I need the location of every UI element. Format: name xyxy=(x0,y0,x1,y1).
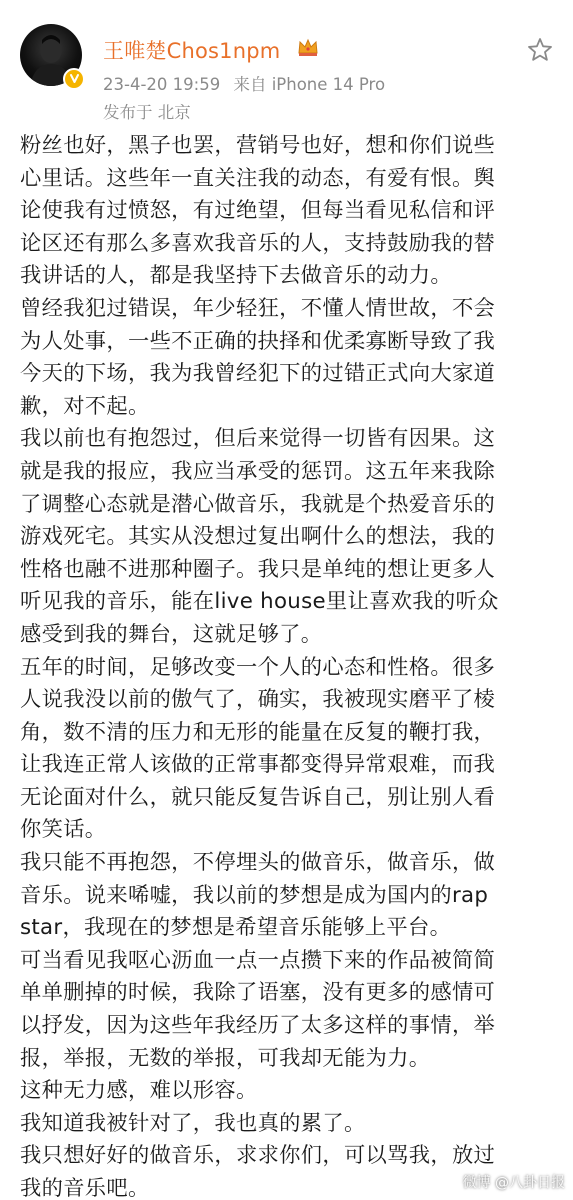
post-text-line: 我知道我被针对了，我也真的累了。 xyxy=(20,1110,366,1136)
crown-icon xyxy=(297,37,319,57)
post-text-line: 五年的时间，足够改变一个人的心态和性格。很多 xyxy=(20,654,496,680)
post-text-line: 人说我没以前的傲气了，确实，我被现实磨平了棱 xyxy=(20,687,496,713)
post-location: 发布于 北京 xyxy=(103,103,191,122)
post-text-line: 音乐。说来唏嘘，我以前的梦想是成为国内的rap xyxy=(20,882,489,908)
post-time: 23-4-20 19:59 xyxy=(103,75,221,94)
post-text-line: 论使我有过愤怒，有过绝望，但每当看见私信和评 xyxy=(20,198,496,224)
post-text-line: 你笑话。 xyxy=(20,817,107,843)
post-text-line: 单单删掉的时候，我除了语塞，没有更多的感情可 xyxy=(20,980,496,1006)
post-text-line: 就是我的报应，我应当承受的惩罚。这五年来我除 xyxy=(20,458,496,484)
post-text-line: 无论面对什么，就只能反复告诉自己，别让别人看 xyxy=(20,784,496,810)
post-text-line: 心里话。这些年一直关注我的动态，有爱有恨。舆 xyxy=(20,165,496,191)
post-text-line: 歉，对不起。 xyxy=(20,393,150,419)
post-text-line: 性格也融不进那种圈子。我只是单纯的想让更多人 xyxy=(20,556,496,582)
post-text-line: 论区还有那么多喜欢我音乐的人，支持鼓励我的替 xyxy=(20,230,496,256)
post-text-line: 今天的下场，我为我曾经犯下的过错正式向大家道 xyxy=(20,361,496,387)
post-meta xyxy=(103,71,385,95)
post-text-line: 了调整心态就是潜心做音乐，我就是个热爱音乐的 xyxy=(20,491,496,517)
star-outline-icon[interactable] xyxy=(526,36,554,64)
verified-badge-icon xyxy=(63,68,85,90)
post-text-line: 游戏死宅。其实从没想过复出啊什么的想法，我的 xyxy=(20,524,496,550)
post-text-line: 角，数不清的压力和无形的能量在反复的鞭打我， xyxy=(20,719,496,745)
post-text-line: 可当看见我呕心沥血一点一点攒下来的作品被简简 xyxy=(20,947,496,973)
post-header xyxy=(0,0,573,125)
post-text-line: 感受到我的舞台，这就足够了。 xyxy=(20,621,323,647)
post-text-line: 粉丝也好，黑子也罢，营销号也好，想和你们说些 xyxy=(20,133,496,158)
post-body xyxy=(20,130,560,1200)
post-text-line: 我以前也有抱怨过，但后来觉得一切皆有因果。这 xyxy=(20,426,496,452)
post-text-line: 这种无力感，难以形容。 xyxy=(20,1078,258,1104)
post-text-line: 我讲话的人，都是我坚持下去做音乐的动力。 xyxy=(20,263,452,289)
post-text-line: 我只能不再抱怨，不停埋头的做音乐，做音乐，做 xyxy=(20,850,496,876)
post-source: 来自 iPhone 14 Pro xyxy=(233,75,386,94)
post-text-line: 让我连正常人该做的正常事都变得异常艰难，而我 xyxy=(20,752,496,778)
post-text-line: 以抒发，因为这些年我经历了太多这样的事情，举 xyxy=(20,1013,496,1039)
post-text-line: star，我现在的梦想是希望音乐能够上平台。 xyxy=(20,915,452,941)
post-text-line: 我只想好好的做音乐，求求你们，可以骂我，放过 xyxy=(20,1143,496,1169)
post-text-line: 听见我的音乐，能在live house里让喜欢我的听众 xyxy=(20,589,499,615)
post-text-line: 为人处事，一些不正确的抉择和优柔寡断导致了我 xyxy=(20,328,496,354)
watermark: 微博 @八卦日报 xyxy=(462,1175,565,1191)
author-name[interactable]: 王唯楚Chos1npm xyxy=(103,39,281,63)
post-text-line: 我的音乐吧。 xyxy=(20,1176,150,1200)
post-text-line: 曾经我犯过错误，年少轻狂，不懂人情世故，不会 xyxy=(20,295,496,321)
post-text-line: 报，举报，无数的举报，可我却无能为力。 xyxy=(20,1045,431,1071)
